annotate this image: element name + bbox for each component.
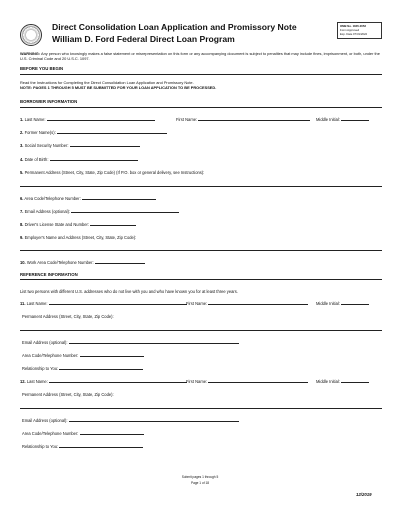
- ref2-relationship: [22, 444, 143, 449]
- field-former-names: [20, 130, 167, 135]
- email-input[interactable]: [71, 209, 179, 213]
- field-dob: [20, 157, 138, 162]
- field-label: Email Address (optional):: [22, 418, 68, 423]
- field-label: Social Security Number:: [24, 143, 69, 148]
- before-you-begin-heading: BEFORE YOU BEGIN: [20, 66, 64, 71]
- divider: [20, 279, 382, 280]
- omb-number: OMB No. 1845-0053: [340, 24, 366, 28]
- ref2-relationship-input[interactable]: [59, 444, 143, 448]
- ref2-address-input[interactable]: [20, 408, 382, 409]
- ref1-middle-initial: [316, 301, 369, 306]
- field-number: 6.: [20, 196, 24, 201]
- employer-input[interactable]: [20, 250, 382, 251]
- field-label: Middle Initial:: [316, 301, 340, 306]
- field-label: Middle Initial:: [316, 117, 340, 122]
- drivers-license-input[interactable]: [90, 222, 136, 226]
- field-label: First Name:: [186, 379, 208, 384]
- field-phone: [20, 196, 156, 201]
- ref1-last-name: [20, 301, 187, 306]
- omb-approved: Form Approved: [340, 28, 360, 33]
- field-label: Former Name(s):: [24, 130, 56, 135]
- field-label: Relationship to You:: [22, 366, 59, 371]
- field-label: Relationship to You:: [22, 444, 59, 449]
- former-names-input[interactable]: [57, 130, 167, 134]
- ref1-email-input[interactable]: [69, 340, 239, 344]
- permanent-address-input[interactable]: [20, 186, 382, 187]
- instructions-note: NOTE: PAGES 1 THROUGH 5 MUST BE SUBMITTED FOR YOUR LOAN APPLICATION TO BE PROCESSED.: [20, 85, 217, 91]
- field-drivers-license: [20, 222, 136, 227]
- field-label: Email Address (optional):: [22, 340, 68, 345]
- field-number: 5.: [20, 170, 24, 175]
- middle-initial-input[interactable]: [341, 117, 369, 121]
- page-number: Page 1 of 18: [190, 481, 210, 485]
- ssn-input[interactable]: [70, 143, 140, 147]
- program-title: William D. Ford Federal Direct Loan Program: [52, 34, 235, 44]
- warning-body: Any person who knowingly makes a false statement or misrepresentation on this form or any accompanying document is subject to penalties that may include fines, imprisonment, or both, under the U.S. Criminal Code and 20 U.S.C. 1097.: [20, 51, 380, 62]
- department-seal-icon: [20, 24, 42, 46]
- field-label: Middle Initial:: [316, 379, 340, 384]
- field-label: Area Code/Telephone Number:: [22, 353, 79, 358]
- work-phone-input[interactable]: [95, 260, 145, 264]
- warning-text: [20, 51, 382, 61]
- ref1-phone-input[interactable]: [80, 353, 144, 357]
- field-number: 10.: [20, 260, 26, 265]
- field-label: Area Code/Telephone Number:: [24, 196, 81, 201]
- field-number: 12.: [20, 379, 26, 384]
- ref2-address: Permanent Address (Street, City, State, Zip Code):: [22, 392, 114, 397]
- field-permanent-address: [20, 170, 204, 175]
- omb-box: [337, 22, 382, 39]
- ref2-first-name-input[interactable]: [208, 379, 308, 383]
- field-label: First Name:: [176, 117, 198, 122]
- reference-heading: REFERENCE INFORMATION: [20, 272, 78, 277]
- field-number: 3.: [20, 143, 24, 148]
- field-last-name: [20, 117, 155, 122]
- last-name-input[interactable]: [47, 117, 155, 121]
- ref2-middle-initial: [316, 379, 369, 384]
- field-employer: [20, 235, 136, 240]
- ref2-last-name: [20, 379, 187, 384]
- divider: [20, 107, 382, 108]
- field-ssn: [20, 143, 140, 148]
- revision-date: 12/2019: [356, 492, 372, 497]
- field-number: 8.: [20, 222, 24, 227]
- divider: [20, 74, 382, 75]
- ref1-middle-initial-input[interactable]: [341, 301, 369, 305]
- ref2-email: [22, 418, 239, 423]
- field-first-name: [176, 117, 310, 122]
- phone-input[interactable]: [82, 196, 156, 200]
- field-label: Employer's Name and Address (Street, City, State, Zip Code):: [24, 235, 137, 240]
- submit-note: Submit pages 1 through 5: [181, 475, 219, 479]
- field-label: Area Code/Telephone Number:: [22, 431, 79, 436]
- form-title: Direct Consolidation Loan Application and Promissory Note: [52, 22, 297, 32]
- dob-input[interactable]: [50, 157, 138, 161]
- ref1-phone: [22, 353, 144, 358]
- field-label: Permanent Address (Street, City, State, Zip Code) (If P.O. box or general delivery, see Instructions):: [24, 170, 205, 175]
- ref1-relationship-input[interactable]: [59, 366, 143, 370]
- ref1-first-name: [186, 301, 308, 306]
- ref1-email: [22, 340, 239, 345]
- field-work-phone: [20, 260, 145, 265]
- warning-label: WARNING:: [20, 51, 41, 56]
- ref2-last-name-input[interactable]: [49, 379, 187, 383]
- field-label: Date of Birth:: [24, 157, 49, 162]
- field-label: Email Address (optional):: [24, 209, 71, 214]
- ref1-relationship: [22, 366, 143, 371]
- instructions-line: Read the Instructions for Completing the Direct Consolidation Loan Application and Promissory Note.: [20, 80, 194, 85]
- instructions: [20, 80, 216, 90]
- field-label: Last Name:: [26, 301, 48, 306]
- ref2-middle-initial-input[interactable]: [341, 379, 369, 383]
- omb-expiration: Exp. Date 07/31/2022: [340, 32, 368, 37]
- field-label: First Name:: [186, 301, 208, 306]
- reference-intro: List two persons with different U.S. addresses who do not live with you and who have known you for at least three years.: [20, 289, 238, 294]
- field-number: 4.: [20, 157, 24, 162]
- field-label: Last Name:: [26, 379, 48, 384]
- field-number: 1.: [20, 117, 24, 122]
- borrower-heading: BORROWER INFORMATION: [20, 99, 78, 104]
- first-name-input[interactable]: [198, 117, 310, 121]
- field-number: 9.: [20, 235, 24, 240]
- ref1-last-name-input[interactable]: [49, 301, 187, 305]
- ref2-phone-input[interactable]: [80, 431, 144, 435]
- ref1-address: Permanent Address (Street, City, State, Zip Code):: [22, 314, 114, 319]
- field-number: 11.: [20, 301, 26, 306]
- ref1-address-input[interactable]: [20, 330, 382, 331]
- field-middle-initial: [316, 117, 369, 122]
- field-label: Driver's License State and Number:: [24, 222, 90, 227]
- field-number: 2.: [20, 130, 24, 135]
- ref2-email-input[interactable]: [69, 418, 239, 422]
- ref2-phone: [22, 431, 144, 436]
- field-number: 7.: [20, 209, 24, 214]
- ref2-first-name: [186, 379, 308, 384]
- field-email: [20, 209, 179, 214]
- ref1-first-name-input[interactable]: [208, 301, 308, 305]
- field-label: Last Name:: [24, 117, 46, 122]
- field-label: Work Area Code/Telephone Number:: [26, 260, 94, 265]
